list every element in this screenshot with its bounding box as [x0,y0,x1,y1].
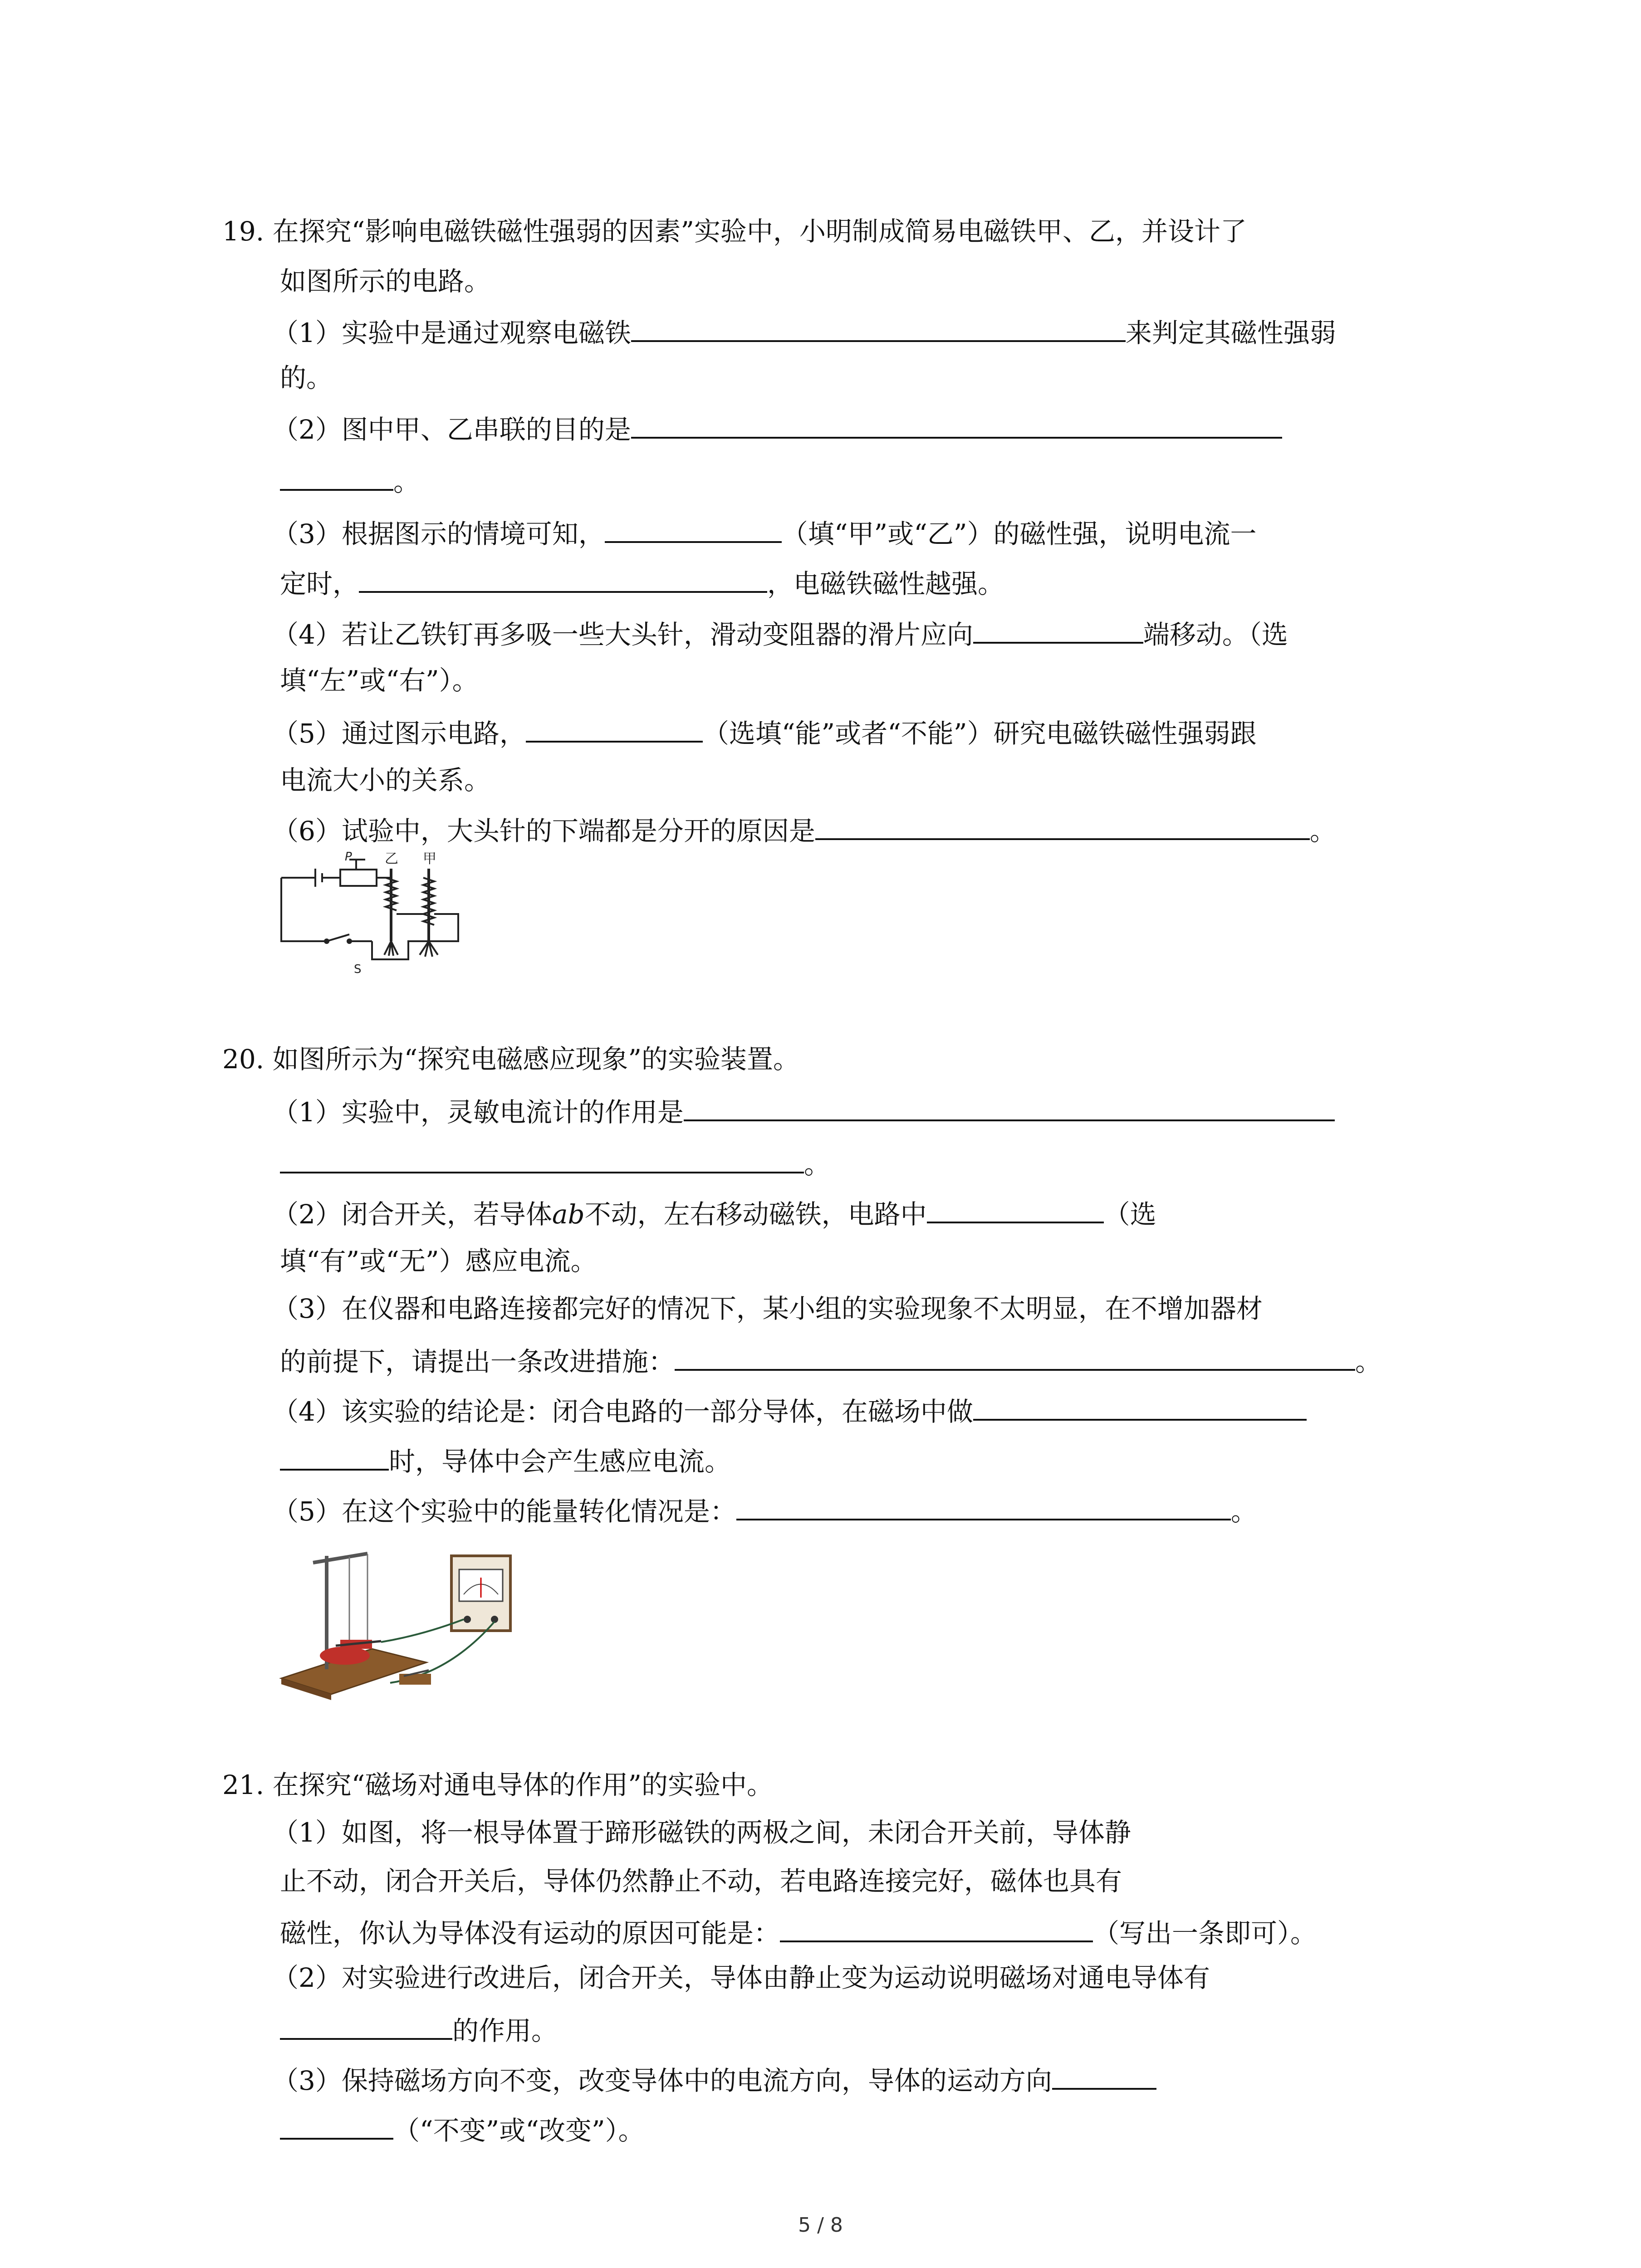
q20-part1-cont [280,1145,830,1180]
q19-part6-text-a: （6）试验中，大头针的下端都是分开的原因是 [272,816,815,846]
q19-part4-text-a: （4）若让乙铁钉再多吸一些大头针，滑动变阻器的滑片应向 [272,619,973,650]
q19-part3-blank-a[interactable] [605,515,782,543]
q19-part6-blank[interactable] [815,812,1310,840]
stand-arm [313,1554,367,1563]
q19-part1 [272,314,1336,349]
q19-part3-text-b: （填“甲”或“乙”）的磁性强，说明电流一 [781,518,1257,549]
q21-part1-blank[interactable] [780,1914,1093,1942]
nail-jia-label: 甲 [423,851,436,867]
rheostat [340,870,377,886]
q21-part3-blank-b[interactable] [280,2112,393,2140]
q19-part4-text-b: 端移动。（选 [1143,619,1288,650]
q20-part1-blank-a[interactable] [684,1093,1335,1121]
q19-part3 [272,515,1257,550]
q21-part1: （1）如图，将一根导体置于蹄形磁铁的两极之间，未闭合开关前，导体静 [272,1817,1131,1848]
q20-part2-conductor-ab: ab [552,1199,585,1230]
q19-part5-blank[interactable] [526,714,703,743]
q20-part2-text-a: （2）闭合开关，若导体 [272,1199,552,1230]
q21-part2-text-b: 的作用。 [452,2015,558,2046]
q20-part4 [272,1393,1307,1427]
q20-part5-text-b: 。 [1230,1496,1257,1527]
nail-yi-label: 乙 [385,851,398,867]
q20-part3-blank[interactable] [675,1343,1355,1371]
q19-part4-cont: 填“左”或“右”）。 [280,665,479,696]
q21-part3-blank-a[interactable] [1052,2062,1156,2090]
q20-part2-text-c: （选 [1103,1199,1156,1230]
q20-part3-text-b: 的前提下，请提出一条改进措施： [280,1346,675,1377]
q20-part4-blank-b[interactable] [280,1442,389,1471]
q21-part1-line2: 止不动，闭合开关后，导体仍然静止不动，若电路连接完好，磁体也具有 [280,1866,1122,1897]
q20-part3-cont [280,1343,1381,1378]
q19-circuit-figure [272,850,481,987]
q19-part3-text-d: ，电磁铁磁性越强。 [767,568,1004,599]
q20-part3-text-c: 。 [1355,1346,1382,1377]
q21-part1-text-d: （写出一条即可）。 [1093,1918,1317,1949]
q20-part1-text-a: （1）实验中，灵敏电流计的作用是 [272,1097,684,1128]
q20-part1-blank-b[interactable] [280,1145,804,1173]
q20-part2-cont: 填“有”或“无”）感应电流。 [280,1246,597,1276]
q21-part3 [272,2062,1156,2097]
pins-yi [384,941,398,956]
q19-part2-blank-b[interactable] [280,463,393,491]
q19-part2-blank-a[interactable] [631,411,1282,439]
q20-part5-text-a: （5）在这个实验中的能量转化情况是： [272,1496,736,1527]
q21-part3-text-a: （3）保持磁场方向不变，改变导体中的电流方向，导体的运动方向 [272,2065,1052,2096]
q20-part2-blank[interactable] [927,1195,1104,1223]
q20-part4-text-a: （4）该实验的结论是：闭合电路的一部分导体，在磁场中做 [272,1396,973,1427]
q19-part2 [272,411,1282,445]
q21-part2-cont [280,2012,558,2047]
q20-part3: （3）在仪器和电路连接都完好的情况下，某小组的实验现象不太明显，在不增加器材 [272,1293,1263,1324]
q20-part4-cont [280,1442,731,1477]
coil-yi [386,878,397,910]
q21-part2: （2）对实验进行改进后，闭合开关，导体由静止变为运动说明磁场对通电导体有 [272,1962,1210,1993]
q19-part1-cont: 的。 [280,362,333,393]
q19-part1-text-a: （1）实验中是通过观察电磁铁 [272,318,631,348]
q21-part3-text-b: （“不变”或“改变”）。 [393,2115,645,2146]
q19-part2-text-a: （2）图中甲、乙串联的目的是 [272,414,631,445]
q20-part2-text-b: 不动，左右移动磁铁，电路中 [584,1199,927,1230]
q19-part4-blank[interactable] [973,616,1143,644]
q19-part5-text-a: （5）通过图示电路， [272,718,526,749]
q20-part1 [272,1093,1335,1128]
pins-jia [420,941,438,957]
q19-part5 [272,714,1257,749]
q21-part2-blank[interactable] [280,2012,452,2040]
q20-apparatus-figure [277,1538,531,1706]
switch-label: S [354,963,362,976]
u-magnet [320,1647,370,1665]
q19-stem-line2: 如图所示的电路。 [280,266,491,297]
q20-part5-blank[interactable] [736,1492,1231,1520]
rheostat-label: P [345,850,352,864]
q20-part4-text-b: 时，导体中会产生感应电流。 [389,1446,731,1477]
q19-part2-text-b: 。 [393,466,420,497]
q19-stem-line1: 19. 在探究“影响电磁铁磁性强弱的因素”实验中，小明制成简易电磁铁甲、乙，并设计了 [222,216,1247,247]
q19-part4 [272,616,1288,650]
q19-part1-blank[interactable] [631,314,1126,342]
q19-part6 [272,812,1336,847]
q19-part5-text-b: （选填“能”或者“不能”）研究电磁铁磁性强弱跟 [702,718,1257,749]
q19-part3-cont [280,565,1004,600]
q19-part5-cont: 电流大小的关系。 [280,765,491,796]
q20-part1-text-b: 。 [804,1149,831,1180]
q20-part2 [272,1195,1156,1230]
page-number: 5 / 8 [798,2214,843,2237]
q19-part3-text-a: （3）根据图示的情境可知， [272,518,605,549]
q20-stem: 20. 如图所示为“探究电磁感应现象”的实验装置。 [222,1044,799,1075]
circuit-wire-left [281,878,327,941]
q19-part3-text-c: 定时， [280,568,359,599]
q21-part1-line3 [280,1914,1317,1949]
q19-part6-text-b: 。 [1309,816,1336,846]
switch [327,934,349,941]
q21-part3-cont [280,2112,645,2146]
q19-part1-text-b: 来判定其磁性强弱 [1125,318,1336,348]
q21-part1-text-c: 磁性，你认为导体没有运动的原因可能是： [280,1918,780,1949]
q21-stem: 21. 在探究“磁场对通电导体的作用”的实验中。 [222,1769,773,1800]
q19-part3-blank-b[interactable] [359,565,767,593]
q20-part4-blank-a[interactable] [973,1393,1307,1421]
q20-part5 [272,1492,1257,1527]
q19-part2-cont [280,463,420,498]
